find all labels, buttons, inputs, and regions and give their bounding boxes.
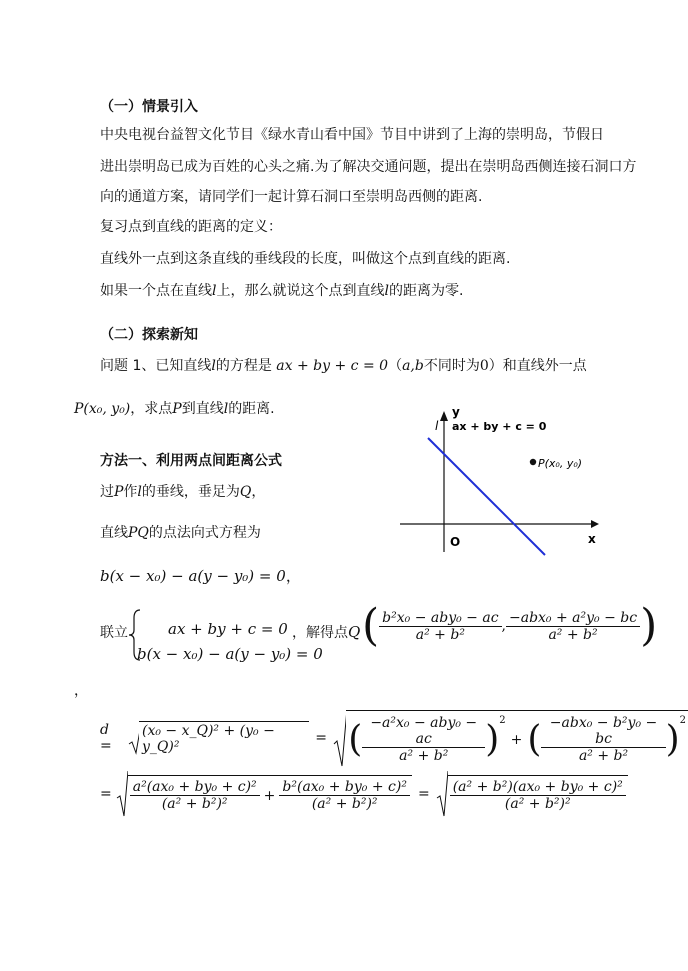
system-eq-2: b(x − x₀) − a(y − y₀) = 0 — [137, 645, 323, 663]
distance-formula-row-1 — [100, 708, 688, 768]
radicand — [448, 775, 628, 813]
plus: + — [263, 787, 276, 804]
origin-label: O — [450, 535, 461, 549]
line-equation-label: ax + by + c = 0 — [452, 420, 547, 433]
math-l: l — [384, 283, 389, 299]
point-p-label: P(x₀, y₀) — [538, 457, 583, 470]
fraction — [362, 715, 485, 764]
system-label: 联立 — [100, 625, 128, 641]
paren: ( — [527, 719, 542, 760]
math-pq: PQ — [128, 525, 149, 541]
paragraph-line: 进出崇明岛已成为百姓的心头之痛.为了解决交通问题，提出在崇明岛西侧连接石洞口方 — [100, 159, 637, 175]
paragraph-line — [100, 281, 463, 301]
x-axis-arrow-icon — [591, 520, 599, 528]
point-p — [530, 459, 536, 465]
numerator: −abx₀ + a²y₀ − bc — [509, 609, 638, 626]
line-l — [428, 438, 545, 555]
text: 的方程是 — [215, 358, 272, 374]
radicand: (x₀ − x_Q)² + (y₀ − y_Q)² — [139, 721, 309, 755]
math-line-equation: ax + by + c = 0 — [276, 358, 389, 374]
plus: + — [510, 731, 523, 748]
text: 过 — [100, 484, 114, 500]
paren-left: ( — [362, 600, 380, 651]
text: 的距离为零. — [388, 283, 464, 299]
fraction — [541, 715, 665, 764]
text: 上，那么就说这个点到直线 — [216, 283, 385, 299]
method-1-title: 方法一、利用两点间距离公式 — [100, 453, 282, 469]
denominator: a² + b² — [362, 747, 485, 764]
section-2-title: （二）探索新知 — [100, 327, 198, 343]
denominator: (a² + b²)² — [450, 795, 626, 812]
math-point-p0: P(x₀, y₀) — [74, 401, 131, 417]
radicand — [128, 775, 412, 813]
math-l: l — [137, 484, 142, 500]
equals: = — [417, 786, 430, 802]
text: （ — [388, 358, 403, 374]
paragraph-line: 中央电视台益智文化节目《绿水青山看中国》节目中讲到了上海的崇明岛，节假日 — [100, 127, 604, 143]
numerator: −a²x₀ − aby₀ − ac — [370, 715, 478, 747]
math-l: l — [212, 283, 217, 299]
text: 的距离. — [228, 401, 275, 417]
radical — [116, 770, 412, 818]
text: 的点法向式方程为 — [148, 525, 261, 541]
sqrt-icon — [116, 770, 128, 818]
section-1-title: （一）情景引入 — [100, 99, 198, 115]
text: ， — [251, 484, 266, 500]
text: ，求点 — [130, 401, 173, 417]
paragraph-line: 复习点到直线的距离的定义： — [100, 219, 282, 235]
text: 作 — [123, 484, 138, 500]
paragraph-line: 直线外一点到这条直线的垂线段的长度，叫做这个点到直线的距离. — [100, 251, 511, 267]
sqrt-icon — [436, 770, 448, 818]
equals: = — [315, 730, 328, 746]
equals: = — [100, 786, 112, 802]
comma: , — [501, 618, 506, 634]
paren-right: ) — [640, 600, 658, 651]
system-eq-1: ax + by + c = 0 — [168, 620, 288, 638]
line-l-label: l — [435, 419, 439, 433]
text: ， — [285, 567, 301, 585]
numerator: b²(ax₀ + by₀ + c)² — [282, 779, 407, 795]
text: ）和直线外一点 — [488, 358, 587, 374]
math-equation: b(x − x₀) − a(y − y₀) = 0 — [100, 567, 286, 585]
math-ab: a,b — [402, 358, 424, 374]
math-q: Q — [348, 623, 361, 641]
fraction — [379, 610, 501, 643]
method-line — [100, 523, 261, 543]
text: 的垂线，垂足为 — [141, 484, 240, 500]
exponent: 2 — [499, 715, 506, 726]
fraction — [450, 779, 626, 812]
numerator: −abx₀ − b²y₀ − bc — [549, 715, 658, 747]
fraction — [130, 779, 260, 812]
x-axis-label: x — [588, 532, 596, 546]
paragraph-line: 向的通道方案，请同学们一起计算石洞口至崇明岛西侧的距离. — [100, 189, 483, 205]
fraction — [506, 610, 640, 643]
numerator: a²(ax₀ + by₀ + c)² — [132, 779, 257, 795]
text: 到直线 — [181, 401, 224, 417]
denominator: (a² + b²)² — [279, 795, 410, 812]
text: ，解得点 — [292, 625, 348, 641]
math-p: P — [172, 401, 182, 417]
paren: ) — [485, 719, 500, 760]
method-line — [100, 482, 265, 502]
math-q: Q — [239, 484, 252, 500]
exponent: 2 — [679, 715, 687, 726]
paren: ( — [348, 719, 363, 760]
sqrt-icon — [128, 729, 139, 755]
coordinate-graph — [395, 405, 605, 565]
radical — [128, 721, 310, 755]
problem-1-line-2 — [74, 399, 275, 419]
y-axis-label: y — [452, 405, 460, 419]
math-d: d = — [100, 722, 112, 754]
numerator: (a² + b²)(ax₀ + by₀ + c)² — [452, 779, 623, 795]
math-l: l — [223, 401, 229, 417]
sqrt-icon — [333, 708, 346, 768]
stray-comma: ， — [74, 683, 88, 699]
text: 问题 1、已知直线 — [100, 358, 212, 374]
fraction — [279, 779, 410, 812]
math-zero: 0 — [479, 358, 489, 374]
paren: ) — [665, 719, 680, 760]
solve-label — [292, 622, 360, 642]
point-normal-equation — [100, 566, 301, 586]
text: 直线 — [100, 525, 128, 541]
math-l: l — [211, 358, 216, 374]
y-axis-arrow-icon — [440, 411, 448, 421]
text: 如果一个点在直线 — [100, 283, 212, 299]
radicand — [346, 710, 688, 766]
text: 不同时为 — [423, 358, 480, 374]
denominator: (a² + b²)² — [130, 795, 260, 812]
point-q-coordinates — [362, 600, 658, 651]
denominator: a² + b² — [541, 747, 665, 764]
problem-1-line — [100, 356, 587, 376]
numerator: b²x₀ − aby₀ − ac — [382, 609, 499, 626]
denominator: a² + b² — [506, 626, 640, 643]
radical-large — [333, 708, 688, 768]
denominator: a² + b² — [379, 626, 501, 643]
distance-formula-row-2 — [100, 770, 628, 818]
radical — [436, 770, 628, 818]
math-p: P — [114, 484, 124, 500]
